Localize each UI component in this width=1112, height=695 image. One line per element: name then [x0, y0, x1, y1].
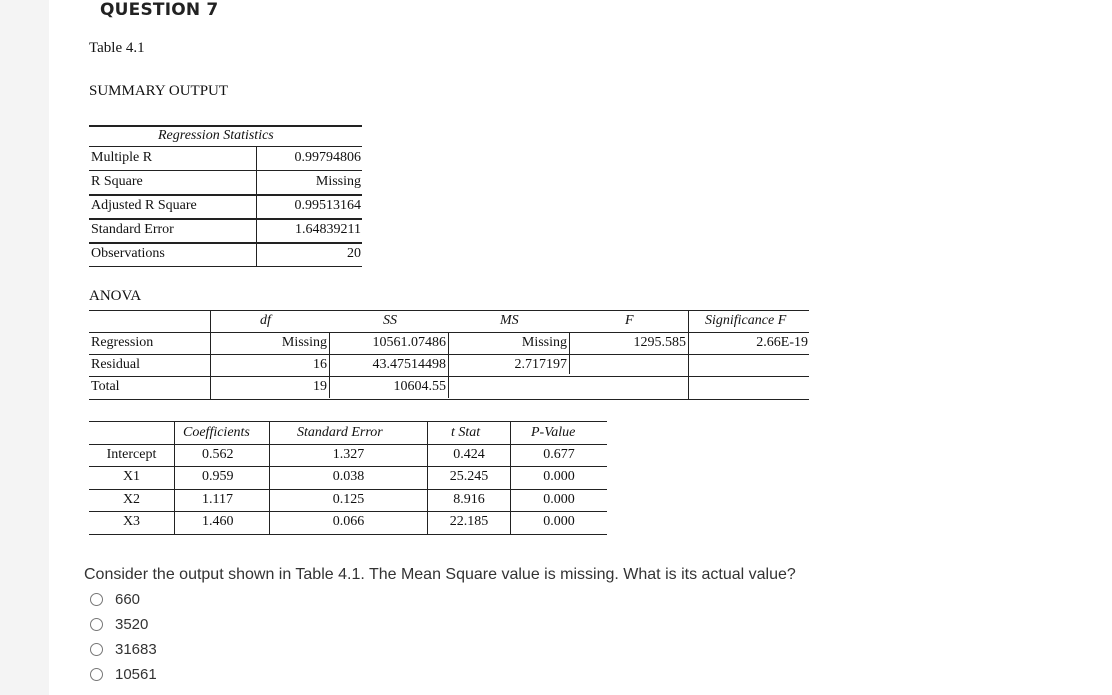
anova-ss-residual: 43.47514498 [372, 357, 446, 372]
radio-button-icon[interactable] [90, 618, 103, 631]
anova-header-f: F [625, 313, 634, 328]
table-label: Table 4.1 [89, 40, 145, 56]
column-divider [569, 332, 570, 374]
option-label: 660 [115, 591, 141, 608]
stat-value-multiple-r: 0.99794806 [294, 150, 361, 165]
anova-df-total: 19 [313, 379, 327, 394]
stat-value-observations: 20 [347, 246, 361, 261]
anova-label: ANOVA [89, 288, 142, 304]
coef-t-x2: 8.916 [453, 492, 485, 507]
option-label: 3520 [115, 616, 149, 633]
answer-option[interactable] [90, 616, 148, 633]
radio-button-icon[interactable] [90, 593, 103, 606]
coef-t-intercept: 0.424 [453, 447, 485, 462]
coef-label-x2: X2 [122, 492, 141, 507]
coef-header-standard-error: Standard Error [297, 425, 383, 440]
table-rule [89, 218, 362, 220]
coef-header-t-stat: t Stat [451, 425, 481, 440]
coef-label-intercept: Intercept [106, 447, 157, 462]
coef-p-x2: 0.000 [543, 492, 575, 507]
table-rule [89, 146, 362, 147]
stat-label-adjusted-r-square: Adjusted R Square [91, 198, 197, 213]
coef-value-x1: 0.959 [202, 469, 234, 484]
anova-header-significance-f: Significance F [705, 313, 787, 328]
coef-se-x3: 0.066 [332, 514, 365, 529]
coef-t-x3: 22.185 [449, 514, 489, 529]
anova-ss-total: 10604.55 [393, 379, 446, 394]
answer-option[interactable] [90, 641, 157, 658]
anova-header-df: df [260, 313, 271, 328]
coef-header-p-value: P-Value [531, 425, 576, 440]
anova-df-regression: Missing [281, 335, 327, 350]
table-rule [89, 421, 607, 422]
question-text: Consider the output shown in Table 4.1. The Mean Square value is missing. What is its actual value? [84, 566, 796, 583]
answer-option[interactable] [90, 591, 140, 608]
stat-label-standard-error: Standard Error [91, 222, 174, 237]
column-divider [174, 421, 175, 534]
table-rule [89, 242, 362, 244]
stat-value-adjusted-r-square: 0.99513164 [294, 198, 361, 213]
summary-output-label: SUMMARY OUTPUT [89, 83, 229, 99]
table-rule [89, 354, 809, 355]
radio-button-icon[interactable] [90, 668, 103, 681]
anova-df-residual: 16 [313, 357, 327, 372]
table-rule [89, 399, 809, 400]
column-divider [329, 332, 330, 398]
anova-sig-regression: 2.66E-19 [756, 335, 808, 350]
table-rule [89, 444, 607, 445]
table-rule [89, 376, 809, 377]
anova-ss-regression: 10561.07486 [372, 335, 446, 350]
option-label: 31683 [115, 641, 157, 658]
left-margin-bar [0, 0, 49, 695]
table-rule [89, 511, 607, 512]
option-label: 10561 [115, 666, 157, 683]
coef-se-intercept: 1.327 [332, 447, 365, 462]
anova-label-regression: Regression [91, 335, 154, 350]
anova-ms-regression: Missing [521, 335, 567, 350]
anova-header-ms: MS [500, 313, 519, 328]
coef-label-x3: X3 [122, 514, 141, 529]
stat-value-r-square: Missing [315, 174, 361, 189]
coef-p-intercept: 0.677 [543, 447, 575, 462]
column-divider [448, 332, 449, 398]
anova-header-ss: SS [383, 313, 397, 328]
coef-header-coefficients: Coefficients [183, 425, 250, 440]
table-rule [89, 194, 362, 196]
table-rule [89, 332, 809, 333]
anova-label-total: Total [91, 379, 120, 394]
table-rule [89, 125, 362, 127]
table-rule [89, 310, 809, 311]
anova-label-residual: Residual [91, 357, 140, 372]
coef-se-x2: 0.125 [332, 492, 365, 507]
question-title: QUESTION 7 [100, 0, 219, 20]
radio-button-icon[interactable] [90, 643, 103, 656]
stat-label-r-square: R Square [91, 174, 143, 189]
table-rule [89, 466, 607, 467]
coef-value-x3: 1.460 [202, 514, 234, 529]
column-divider [688, 310, 689, 400]
coef-se-x1: 0.038 [332, 469, 365, 484]
anova-ms-residual: 2.717197 [514, 357, 567, 372]
stat-label-observations: Observations [91, 246, 165, 261]
stat-value-standard-error: 1.64839211 [295, 222, 361, 237]
coef-value-intercept: 0.562 [202, 447, 234, 462]
coef-label-x1: X1 [122, 469, 141, 484]
coef-t-x1: 25.245 [449, 469, 489, 484]
coef-p-x3: 0.000 [543, 514, 575, 529]
table-rule [89, 489, 607, 490]
column-divider [256, 146, 257, 266]
table-rule [89, 170, 362, 171]
column-divider [210, 310, 211, 400]
table-rule [89, 266, 362, 267]
table-rule [89, 534, 607, 535]
regression-statistics-header: Regression Statistics [158, 128, 274, 143]
coef-p-x1: 0.000 [543, 469, 575, 484]
coef-value-x2: 1.117 [202, 492, 233, 507]
anova-f-regression: 1295.585 [633, 335, 686, 350]
stat-label-multiple-r: Multiple R [91, 150, 153, 165]
answer-option[interactable] [90, 666, 157, 683]
